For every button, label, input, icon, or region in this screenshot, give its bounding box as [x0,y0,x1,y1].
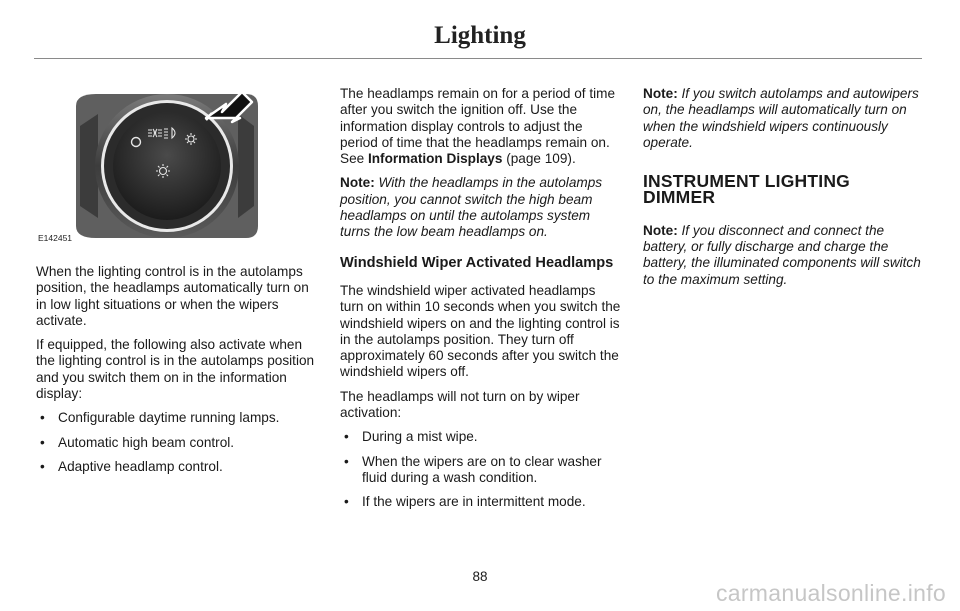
headlamp-delay-paragraph: The headlamps remain on for a period of time after you switch the ignition off. Use the information display controls to adjust the period of time that the headlamps remain on. See Information Displays (page 109). [340,86,616,167]
battery-note: Note: If you disconnect and connect the battery, or fully discharge and charge the battery, the illuminated components will switch to the maximum setting. [643,222,921,287]
list-item: • If the wipers are in intermittent mode. [344,494,586,510]
list-item: • Configurable daytime running lamps. [40,410,280,426]
exceptions-list [340,429,622,510]
section-heading: Windshield Wiper Activated Headlamps [340,254,614,271]
list-item: • When the wipers are on to clear washer fluid during a wash condition. [344,453,602,485]
information-displays-link[interactable]: Information Displays [367,151,503,167]
figure-label: E142451 [38,232,73,243]
watermark: carmanualsonline.info [715,580,946,606]
list-item: • Automatic high beam control. [40,434,235,450]
page-number: 88 [472,569,488,584]
column-3 [643,86,925,296]
list-item: • Adaptive headlamp control. [40,458,223,474]
equipped-paragraph: If equipped, the following also activate when the lighting control is in the autolamps position and you switch them on in the information display: [36,337,315,402]
header-divider [34,58,922,59]
column-1 [36,86,316,483]
autolamps-paragraph: When the lighting control is in the autolamps position, the headlamps automatically turn on in low light situations or when the wipers activate. [36,264,309,328]
headlamp-switch-figure [36,86,316,246]
list-item: • During a mist wipe. [344,429,478,445]
wiper-exceptions-intro: The headlamps will not turn on by wiper activation: [340,388,580,421]
column-2 [340,86,622,519]
wiper-headlamps-paragraph: The windshield wiper activated headlamps turn on within 10 seconds when you switch the windshield wipers on and the lighting control is in the autolamps position. They turn off approximately 60 seconds after you switch the windshield wipers off. [340,282,621,380]
headlamp-switch-illustration [36,86,316,246]
feature-list [36,410,316,475]
instrument-dimmer-heading: INSTRUMENT LIGHTING DIMMER [643,171,850,208]
page-title: Lighting [434,22,526,49]
note-paragraph: Note: With the headlamps in the autolamps position, you cannot switch the high beam headlamps on until the autolamps system turns the low beam headlamps on. [340,175,603,240]
autowipers-note: Note: If you switch autolamps and autowipers on, the headlamps will automatically turn on when the windshield wipers continuously operate. [643,86,919,150]
